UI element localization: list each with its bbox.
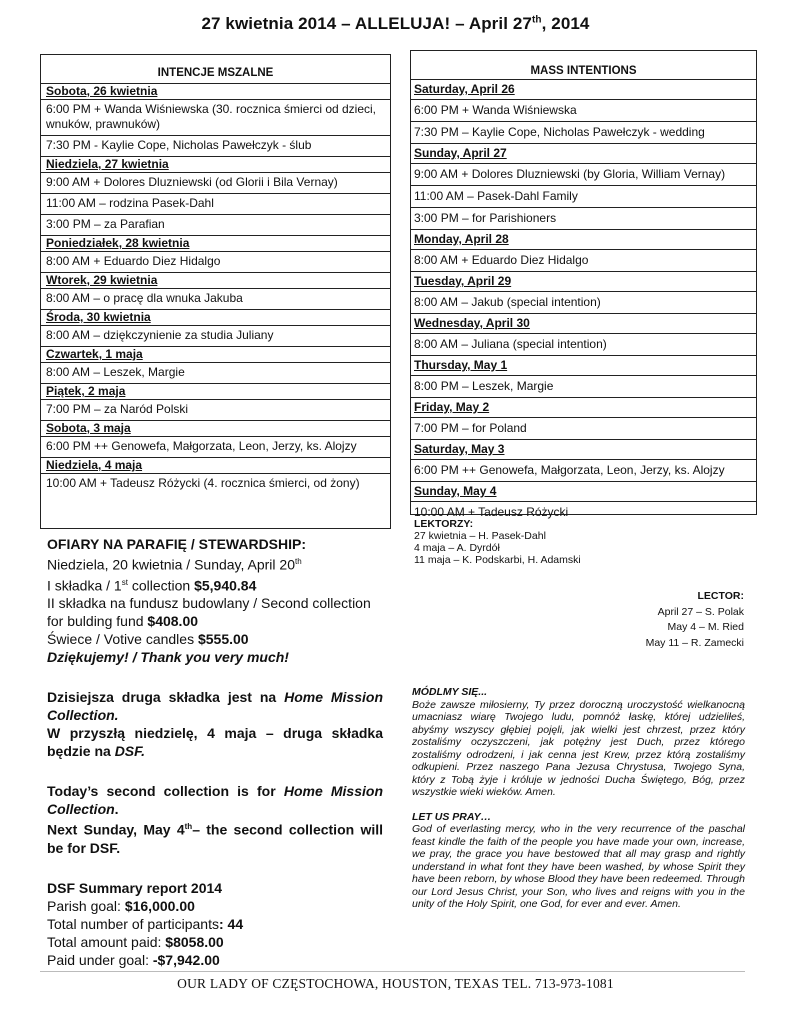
- intencje-intention: 10:00 AM + Tadeusz Różycki (4. rocznica śmierci, od żony): [46, 476, 360, 490]
- lector-header: LECTOR:: [697, 590, 744, 602]
- dsf-goal-value: $16,000.00: [124, 897, 195, 914]
- mass-intention: 7:30 PM – Kaylie Cope, Nicholas Pawełczyk - wedding: [411, 122, 756, 144]
- intencje-day-heading: Czwartek, 1 maja: [41, 347, 390, 363]
- mass-intention: 8:00 AM – Juliana (special intention): [411, 334, 756, 356]
- lector-line: April 27 – S. Polak: [657, 605, 744, 618]
- pl-today-text: Dzisiejsza druga składka jest na: [47, 689, 285, 706]
- en-next-text: Next Sunday, May 4: [47, 821, 185, 838]
- lector-line: May 4 – M. Ried: [667, 621, 744, 633]
- title-text: 27 kwietnia 2014 – ALLELUJA! – April 27: [201, 14, 532, 33]
- mass-intention: 6:00 PM + Wanda Wiśniewska: [411, 100, 756, 122]
- intencje-mszalne-table: [40, 54, 391, 529]
- pl-next-collection: [47, 724, 383, 760]
- pl-next-em: DSF.: [114, 743, 146, 760]
- mass-intention: 9:00 AM + Dolores Dluzniewski (by Gloria, William Vernay): [411, 164, 756, 186]
- dsf-participants: [47, 915, 383, 933]
- stewardship-column: [47, 535, 383, 969]
- lector-section: [646, 589, 744, 651]
- intencje-intention: 8:00 AM – dziękczynienie za studia Juliany: [41, 326, 390, 347]
- footer-divider: [40, 971, 745, 972]
- votive-candles: [47, 630, 383, 648]
- dsf-participants-label: Total number of participants: [47, 915, 219, 932]
- dsf-goal: [47, 897, 383, 915]
- second-collection-amount: $408.00: [147, 613, 199, 630]
- thank-you-text: Dziękujemy! / Thank you very much!: [47, 649, 289, 666]
- mass-intention: 10:00 AM + Tadeusz Różycki: [414, 505, 569, 519]
- lektorzy-line: 4 maja – A. Dyrdół: [414, 542, 500, 554]
- prayer-en-body: God of everlasting mercy, who in the very recurrence of the paschal feast kindle the faith of the people you have made your own, increase, we pray, the grace you have bestowed that all may grasp and rightly understand in what font they have been washed, by whose Spirit they have been reborn, by whose Blood they have been redeemed. Through our Lord Jesus Christ, your Son, who lives and reigns with you in the unity of the Holy Spirit, one God, for ever and ever. Amen.: [412, 823, 745, 910]
- intencje-intention: 6:00 PM ++ Genowefa, Małgorzata, Leon, Jerzy, ks. Alojzy: [41, 437, 390, 458]
- dsf-participants-value: : 44: [218, 915, 244, 932]
- votive-candles-amount: $555.00: [197, 631, 249, 648]
- mass-intention: 8:00 PM – Leszek, Margie: [411, 376, 756, 398]
- intencje-intention: 8:00 AM + Eduardo Diez Hidalgo: [41, 252, 390, 273]
- lektorzy-header: LEKTORZY:: [414, 518, 474, 530]
- prayer-en-header: LET US PRAY…: [412, 810, 492, 823]
- dsf-paid-value: $8058.00: [165, 933, 224, 950]
- votive-candles-label: Świece / Votive candles: [47, 631, 198, 648]
- dsf-paid-label: Total amount paid:: [47, 933, 166, 950]
- intencje-day-heading: Niedziela, 4 maja: [41, 458, 390, 474]
- en-today-collection: [47, 782, 383, 818]
- stewardship-date-text: Niedziela, 20 kwietnia / Sunday, April 20: [47, 556, 295, 573]
- mass-day-heading: Monday, April 28: [411, 230, 756, 250]
- en-next-post: – the second collection will be for DSF.: [47, 821, 384, 856]
- lektorzy-line: 11 maja – K. Podskarbi, H. Adamski: [414, 554, 581, 566]
- intencje-day-heading: Sobota, 3 maja: [41, 421, 390, 437]
- intencje-header: INTENCJE MSZALNE: [41, 55, 390, 84]
- dsf-paid: [47, 933, 383, 951]
- title-year: , 2014: [541, 14, 590, 33]
- prayer-pl-header: MÓDLMY SIĘ...: [412, 686, 488, 698]
- mass-intention: 7:00 PM – for Poland: [411, 418, 756, 440]
- intencje-intention: 8:00 AM – o pracę dla wnuka Jakuba: [41, 289, 390, 310]
- mass-intentions-table: [410, 50, 757, 519]
- mass-day-heading: Saturday, May 3: [411, 440, 756, 460]
- dsf-goal-label: Parish goal:: [47, 897, 125, 914]
- dsf-under-label: Paid under goal:: [47, 951, 153, 968]
- mass-day-heading: Thursday, May 1: [411, 356, 756, 376]
- pl-today-em: Home Mission Collection.: [47, 689, 383, 724]
- en-next-sup: th: [184, 822, 193, 832]
- mass-day-heading: Friday, May 2: [411, 398, 756, 418]
- dsf-header: DSF Summary report 2014: [47, 879, 223, 896]
- mass-intention: 8:00 AM + Eduardo Diez Hidalgo: [411, 250, 756, 272]
- prayer-pl-body: Boże zawsze miłosierny, Ty przez doroczną uroczystość wielkanocną umacniasz wiarę Twojego ludu, pomnóż łaskę, której udzieliłeś, abyśmy wszyscy głębiej pojęli, jak wielki jest chrzest, przez który zostaliśmy oczyszczeni, jak potężny jest Duch, przez którego zostaliśmy odrodzeni, i jak cenna jest Krew, przez którą zostaliśmy odkupieni. Przez naszego Pana Jezusa Chrystusa, Twojego Syna, który z Tobą żyje i króluje w jedności Ducha Świętego, Bóg, przez wszystkie wieki wieków. Amen.: [412, 698, 745, 798]
- second-collection-label: II składka na fundusz budowlany / Second collection for bulding fund: [47, 595, 371, 630]
- mass-day-heading: Sunday, May 4: [411, 482, 756, 502]
- first-collection-mid: collection: [127, 577, 195, 594]
- first-collection-sup: st: [121, 577, 128, 587]
- intencje-day-heading: Piątek, 2 maja: [41, 384, 390, 400]
- prayer-section: [412, 686, 745, 911]
- en-next-collection: [47, 818, 383, 857]
- footer-address: OUR LADY OF CZĘSTOCHOWA, HOUSTON, TEXAS TEL. 713-973-1081: [177, 976, 614, 991]
- intencje-intention: 3:00 PM – za Parafian: [41, 215, 390, 236]
- intencje-intention: 6:00 PM + Wanda Wiśniewska (30. rocznica śmierci od dzieci, wnuków, prawnuków): [41, 100, 390, 136]
- title-superscript: th: [531, 14, 542, 26]
- stewardship-date: [47, 553, 383, 574]
- mass-intention: 3:00 PM – for Parishioners: [411, 208, 756, 230]
- dsf-under: [47, 951, 383, 969]
- stewardship-header: OFIARY NA PARAFIĘ / STEWARDSHIP:: [47, 536, 307, 552]
- first-collection: [47, 574, 383, 595]
- mass-day-heading: Sunday, April 27: [411, 144, 756, 164]
- pl-next-text: W przyszłą niedzielę, 4 maja – druga składka będzie na: [47, 725, 383, 760]
- first-collection-amount: $5,940.84: [194, 577, 257, 594]
- intencje-intention: 8:00 AM – Leszek, Margie: [41, 363, 390, 384]
- mass-day-heading: Saturday, April 26: [411, 80, 756, 100]
- intencje-intention: 9:00 AM + Dolores Dluzniewski (od Glorii i Bila Vernay): [41, 173, 390, 194]
- intencje-day-heading: Sobota, 26 kwietnia: [41, 84, 390, 100]
- intencje-day-heading: Środa, 30 kwietnia: [41, 310, 390, 326]
- lektorzy-line: 27 kwietnia – H. Pasek-Dahl: [414, 530, 546, 542]
- intencje-intention: 11:00 AM – rodzina Pasek-Dahl: [41, 194, 390, 215]
- en-today-em: Home Mission Collection: [47, 783, 383, 818]
- mass-intentions-header: MASS INTENTIONS: [411, 51, 756, 80]
- second-collection: [47, 594, 383, 630]
- mass-day-heading: Wednesday, April 30: [411, 314, 756, 334]
- intencje-day-heading: Wtorek, 29 kwietnia: [41, 273, 390, 289]
- mass-intention: 8:00 AM – Jakub (special intention): [411, 292, 756, 314]
- intencje-rows: [41, 84, 390, 494]
- intencje-intention: 7:30 PM - Kaylie Cope, Nicholas Pawełczyk - ślub: [41, 136, 390, 157]
- mass-day-heading: Tuesday, April 29: [411, 272, 756, 292]
- page-title: [0, 14, 791, 34]
- intencje-day-heading: Poniedziałek, 28 kwietnia: [41, 236, 390, 252]
- mass-intention: 11:00 AM – Pasek-Dahl Family: [411, 186, 756, 208]
- en-today-text: Today’s second collection is for: [47, 783, 284, 800]
- lector-line: May 11 – R. Zamecki: [645, 636, 744, 649]
- stewardship-date-sup: th: [295, 557, 302, 566]
- en-today-end: .: [114, 801, 119, 818]
- mass-intention: 6:00 PM ++ Genowefa, Małgorzata, Leon, Jerzy, ks. Alojzy: [411, 460, 756, 482]
- first-collection-label: I składka / 1: [47, 577, 122, 594]
- pl-today-collection: [47, 688, 383, 724]
- dsf-under-value: -$7,942.00: [152, 951, 220, 968]
- intencje-day-heading: Niedziela, 27 kwietnia: [41, 157, 390, 173]
- intencje-intention: 7:00 PM – za Naród Polski: [41, 400, 390, 421]
- mass-intentions-rows: [411, 80, 756, 523]
- lektorzy-section: [414, 518, 581, 566]
